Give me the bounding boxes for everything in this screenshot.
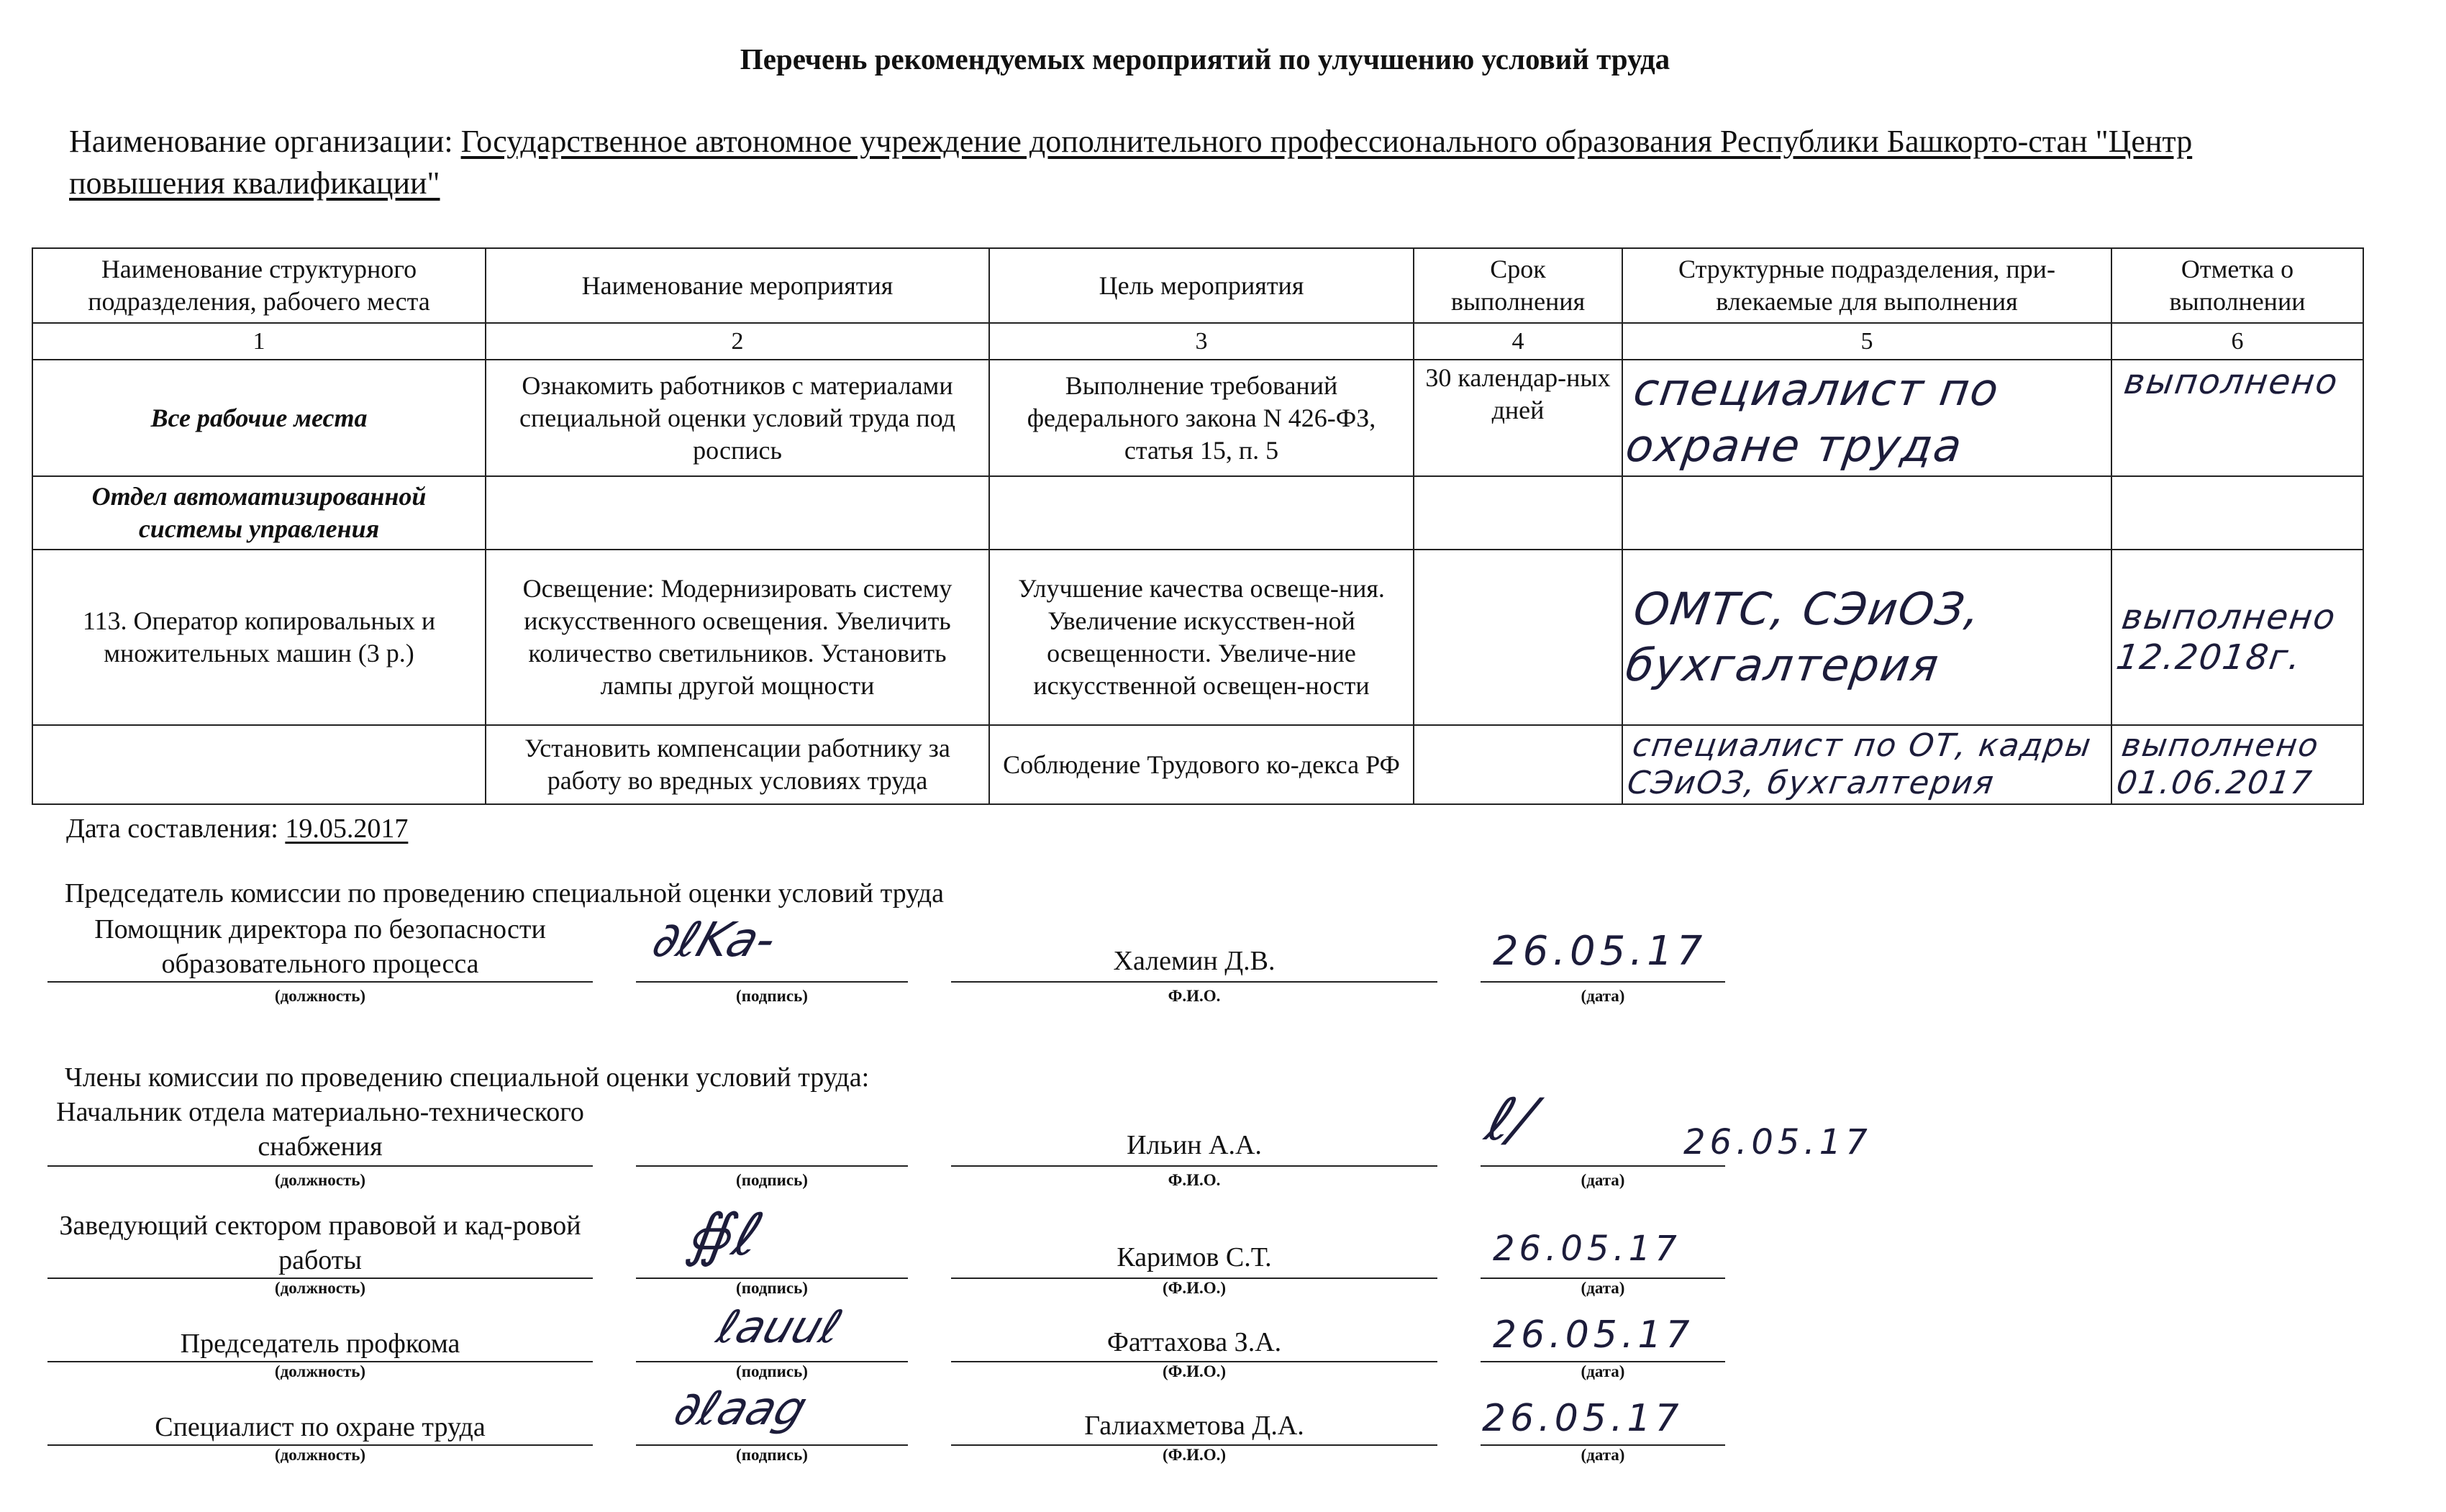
position-caption: (должность): [274, 1446, 366, 1464]
member-date-handwritten: 26.05.17: [1493, 1229, 1681, 1269]
member-date-handwritten: 26.05.17: [1683, 1122, 1872, 1162]
signature-caption: (подпись): [736, 1362, 808, 1380]
position-caption: (должность): [274, 1171, 366, 1189]
date-line: [1481, 1165, 1725, 1167]
compiled-date-line: [66, 813, 408, 844]
column-number: 2: [486, 323, 989, 360]
departments-handwritten: специалист по охране труда: [1614, 360, 2120, 476]
signature-caption: (подпись): [736, 987, 808, 1005]
column-number: 4: [1414, 323, 1622, 360]
member-signature: ∂ℓaag: [667, 1383, 814, 1436]
signature-caption: (подпись): [736, 1171, 808, 1189]
mark-cell: [2111, 476, 2363, 550]
fio-caption: Ф.И.О.: [1168, 987, 1221, 1005]
column-number: 1: [32, 323, 486, 360]
organization-name: Государственное автономное учреждение дополнительного профессионального образования Республики Башкорто-стан "Центр повышения квалификации": [69, 124, 2193, 201]
departments-handwritten: ОМТС, СЭиОЗ, бухгалтерия: [1610, 550, 2124, 725]
table-number-row: [32, 323, 2363, 360]
chairman-position: Помощник директора по безопасности образовательного процесса: [94, 914, 546, 979]
compiled-date-label: Дата составления:: [66, 814, 278, 844]
measure-cell: Установить компенсации работнику за работу во вредных условиях труда: [486, 725, 989, 804]
term-cell: [1414, 476, 1622, 550]
signature-caption: (подпись): [736, 1279, 808, 1297]
fio-caption: (Ф.И.О.): [1162, 1279, 1227, 1297]
date-caption: (дата): [1581, 1362, 1625, 1380]
position-caption: (должность): [274, 1362, 366, 1380]
member-date-handwritten: 26.05.17: [1482, 1397, 1683, 1440]
member-position: Заведующий сектором правовой и кад-ровой работы: [59, 1211, 581, 1275]
mark-handwritten: выполнено 12.2018г.: [2099, 550, 2375, 725]
table-row: [32, 476, 2363, 550]
place-cell: [32, 725, 486, 804]
date-caption: (дата): [1581, 1171, 1625, 1189]
date-line: [1481, 981, 1725, 983]
column-number: 5: [1622, 323, 2111, 360]
member-position: Специалист по охране труда: [155, 1412, 486, 1442]
header-cell: Наименование структурного подразделения, рабочего места: [32, 248, 486, 323]
goal-cell: Выполнение требований федерального закона N 426-ФЗ, статья 15, п. 5: [989, 360, 1414, 476]
date-caption: (дата): [1581, 1279, 1625, 1297]
place-cell: Все рабочие места: [32, 360, 486, 476]
chairman-name: Халемин Д.В.: [1113, 946, 1276, 976]
measure-cell: Освещение: Модернизировать систему искусственного освещения. Увеличить количество светильников. Установить лампы другой мощности: [486, 550, 989, 725]
signature-caption: (подпись): [736, 1446, 808, 1464]
position-line: [47, 1165, 593, 1167]
member-position: Председатель профкома: [180, 1329, 460, 1359]
fio-caption: (Ф.И.О.): [1162, 1362, 1227, 1380]
member-signature: ℓauuℓ: [711, 1301, 849, 1353]
chairman-date-handwritten: 26.05.17: [1493, 928, 1707, 975]
mark-handwritten: выполнено: [2104, 360, 2372, 476]
member-name: Галиахметова Д.А.: [1084, 1411, 1304, 1441]
member-signature: ∯ℓ: [679, 1201, 771, 1268]
member-date-handwritten: 26.05.17: [1493, 1313, 1694, 1357]
fio-caption: (Ф.И.О.): [1162, 1446, 1227, 1464]
departments-cell: [1622, 476, 2111, 550]
term-cell: [1414, 550, 1622, 725]
place-cell: 113. Оператор копировальных и множительных машин (3 р.): [32, 550, 486, 725]
name-line: [951, 1165, 1437, 1167]
organization-line: [69, 121, 2350, 204]
goal-cell: Улучшение качества освеще-ния. Увеличение искусствен-ной освещенности. Увеличе-ние искусственной освещен-ности: [989, 550, 1414, 725]
document-title: Перечень рекомендуемых мероприятий по улучшению условий труда: [740, 42, 1670, 76]
position-caption: (должность): [274, 987, 366, 1005]
term-cell: 30 календар-ных дней: [1414, 360, 1622, 476]
member-name: Каримов С.Т.: [1117, 1242, 1272, 1272]
header-cell: Отметка о выполнении: [2111, 248, 2363, 323]
departments-handwritten: специалист по ОТ, кадры СЭиОЗ, бухгалтерия: [1617, 725, 2117, 804]
goal-cell: Соблюдение Трудового ко-декса РФ: [989, 725, 1414, 804]
position-line: [47, 981, 593, 983]
compiled-date-value: 19.05.2017: [285, 814, 409, 844]
table-header-row: [32, 248, 2363, 323]
member-position: Начальник отдела материально-технического снабжения: [56, 1097, 584, 1162]
table-row: [32, 550, 2363, 725]
header-cell: Наименование мероприятия: [486, 248, 989, 323]
name-line: [951, 981, 1437, 983]
chairman-signature: ∂ℓKa-: [645, 912, 784, 967]
date-caption: (дата): [1581, 1446, 1625, 1464]
table-row: [32, 725, 2363, 804]
fio-caption: Ф.И.О.: [1168, 1171, 1221, 1189]
header-cell: Цель мероприятия: [989, 248, 1414, 323]
mark-handwritten: выполнено 01.06.2017: [2106, 725, 2368, 804]
member-name: Фаттахова З.А.: [1106, 1327, 1282, 1357]
organization-label: Наименование организации:: [69, 124, 453, 159]
table-row: [32, 360, 2363, 476]
goal-cell: [989, 476, 1414, 550]
signature-line: [636, 1165, 908, 1167]
term-cell: [1414, 725, 1622, 804]
measure-cell: Ознакомить работников с материалами специальной оценки условий труда под роспись: [486, 360, 989, 476]
member-signature: ℓ∕: [1478, 1086, 1544, 1153]
column-number: 3: [989, 323, 1414, 360]
measure-cell: [486, 476, 989, 550]
place-cell: Отдел автоматизированной системы управления: [32, 476, 486, 550]
measures-table: [32, 247, 2364, 805]
members-heading: Члены комиссии по проведению специальной оценки условий труда:: [65, 1062, 870, 1093]
date-caption: (дата): [1581, 987, 1625, 1005]
header-cell: Структурные подразделения, при-влекаемые для выполнения: [1622, 248, 2111, 323]
signature-line: [636, 981, 908, 983]
header-cell: Срок выполнения: [1414, 248, 1622, 323]
member-name: Ильин А.А.: [1127, 1130, 1262, 1160]
chairman-heading: Председатель комиссии по проведению специальной оценки условий труда: [65, 878, 944, 908]
column-number: 6: [2111, 323, 2363, 360]
position-caption: (должность): [274, 1279, 366, 1297]
